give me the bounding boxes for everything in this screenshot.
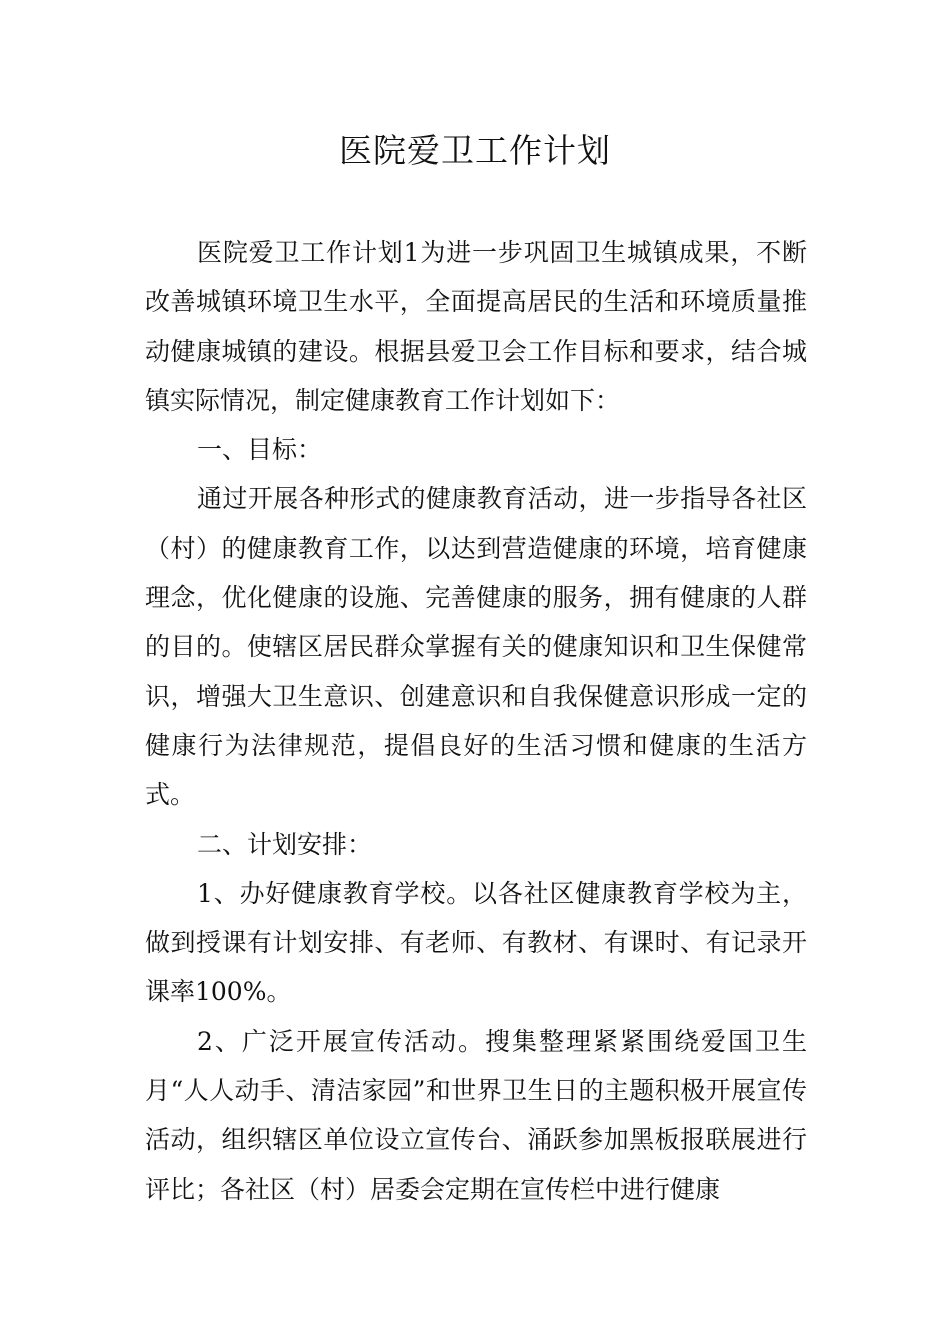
document-body <box>145 228 807 1214</box>
paragraph-goals: 通过开展各种形式的健康教育活动，进一步指导各社区（村）的健康教育工作，以达到营造健康的环境，培育健康理念，优化健康的设施、完善健康的服务，拥有健康的人群的目的。使辖区居民群众掌握有关的健康知识和卫生保健常识，增强大卫生意识、创建意识和自我保健意识形成一定的健康行为法律规范，提倡良好的生活习惯和健康的生活方式。 <box>145 484 807 810</box>
paragraph-plan-item-1: 1、办好健康教育学校。以各社区健康教育学校为主，做到授课有计划安排、有老师、有教材、有课时、有记录开课率100%。 <box>145 878 807 1007</box>
document-title: 医院爱卫工作计划 <box>339 131 611 170</box>
paragraph-plan-item-2: 2、广泛开展宣传活动。搜集整理紧紧围绕爱国卫生月“人人动手、清洁家园”和世界卫生日的主题积极开展宣传活动，组织辖区单位设立宣传台、涌跃参加黑板报联展进行评比；各社区（村）居委会定期在宣传栏中进行健康 <box>145 1026 807 1204</box>
paragraph-intro: 医院爱卫工作计划1为进一步巩固卫生城镇成果，不断改善城镇环境卫生水平，全面提高居民的生活和环境质量推动健康城镇的建设。根据县爱卫会工作目标和要求，结合城镇实际情况，制定健康教育工作计划如下： <box>145 238 807 415</box>
heading-goals: 一、目标： <box>197 435 323 465</box>
heading-plan: 二、计划安排： <box>197 829 373 859</box>
